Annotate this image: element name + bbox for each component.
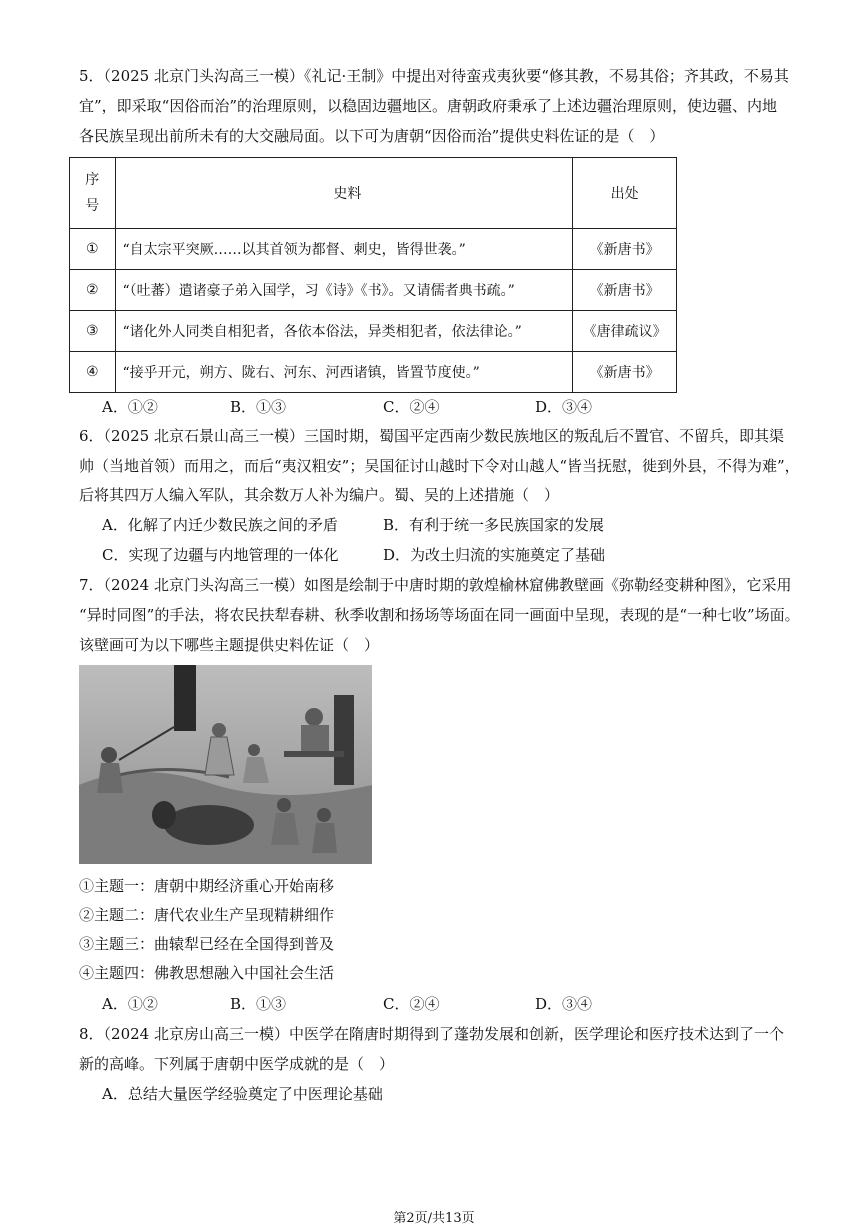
q8-option-a[interactable]: A．总结大量医学经验奠定了中医理论基础 (102, 1085, 383, 1103)
table-header-row (70, 158, 677, 229)
row-source: 《新唐书》 (573, 352, 677, 393)
row-no: ③ (70, 311, 116, 352)
q8-stem-line-1: 8．（2024 北京房山高三一模）中医学在隋唐时期得到了蓬勃发展和创新，医学理论和医疗技术达到了一个 (79, 1025, 784, 1043)
row-no: ④ (70, 352, 116, 393)
row-text: “接乎开元，朔方、陇右、河东、河西诸镇，皆置节度使。” (115, 352, 573, 393)
q6-option-b[interactable]: B．有利于统一多民族国家的发展 (383, 516, 605, 534)
q5-option-a[interactable]: A．①② (102, 398, 158, 416)
header-material: 史料 (115, 158, 573, 229)
q7-theme-3: ③主题三：曲辕犁已经在全国得到普及 (79, 935, 335, 953)
q5-option-c[interactable]: C．②④ (383, 398, 440, 416)
header-seq: 序 号 (70, 158, 116, 229)
q7-option-a[interactable]: A．①② (102, 995, 158, 1013)
q6-option-d[interactable]: D．为改土归流的实施奠定了基础 (383, 546, 606, 564)
q6-stem-line-1: 6．（2025 北京石景山高三一模）三国时期，蜀国平定西南少数民族地区的叛乱后不置官、不留兵，即其渠 (79, 427, 784, 445)
table-row (70, 229, 677, 270)
q7-option-d[interactable]: D．③④ (535, 995, 593, 1013)
q6-stem-line-3: 后将其四万人编入军队，其余数万人补为编户。蜀、吴的上述措施（ ） (79, 486, 560, 504)
q7-theme-2: ②主题二：唐代农业生产呈现精耕细作 (79, 906, 335, 924)
row-no: ① (70, 229, 116, 270)
table-row (70, 352, 677, 393)
q7-option-b[interactable]: B．①③ (230, 995, 287, 1013)
q6-stem-line-2: 帅（当地首领）而用之，而后“夷汉粗安”；吴国征讨山越时下令对山越人“皆当抚慰，徙到外县，不得为难”， (79, 457, 800, 475)
row-text: “自太宗平突厥……以其首领为都督、刺史，皆得世袭。” (115, 229, 573, 270)
q7-theme-1: ①主题一：唐朝中期经济重心开始南移 (79, 877, 335, 895)
page-footer: 第2页/共13页 (393, 1211, 475, 1226)
table-row (70, 270, 677, 311)
q5-stem-line-1: 5．（2025 北京门头沟高三一模）《礼记·王制》中提出对待蛮戎夷狄要“修其教，不易其俗；齐其政，不易其 (79, 67, 789, 85)
mural-image (79, 665, 372, 864)
q5-option-d[interactable]: D．③④ (535, 398, 593, 416)
q6-option-a[interactable]: A．化解了内迁少数民族之间的矛盾 (102, 516, 338, 534)
q6-option-c[interactable]: C．实现了边疆与内地管理的一体化 (102, 546, 339, 564)
header-source: 出处 (573, 158, 677, 229)
row-source: 《新唐书》 (573, 270, 677, 311)
q7-option-c[interactable]: C．②④ (383, 995, 440, 1013)
q5-stem-line-3: 各民族呈现出前所未有的大交融局面。以下可为唐朝“因俗而治”提供史料佐证的是（ ） (79, 127, 665, 145)
q8-stem-line-2: 新的高峰。下列属于唐朝中医学成就的是（ ） (79, 1055, 395, 1073)
row-no: ② (70, 270, 116, 311)
q5-source-table (69, 157, 677, 393)
row-text: “（吐蕃）遣诸豪子弟入国学，习《诗》《书》。又请儒者典书疏。” (115, 270, 573, 311)
row-text: “诸化外人同类自相犯者，各依本俗法，异类相犯者，依法律论。” (115, 311, 573, 352)
q7-stem-line-1: 7．（2024 北京门头沟高三一模）如图是绘制于中唐时期的敦煌榆林窟佛教壁画《弥勒经变耕种图》，它采用 (79, 576, 792, 594)
q7-stem-line-3: 该壁画可为以下哪些主题提供史料佐证（ ） (79, 636, 380, 654)
q5-stem-line-2: 宜”，即采取“因俗而治”的治理原则，以稳固边疆地区。唐朝政府秉承了上述边疆治理原则，使边疆、内地 (79, 97, 778, 115)
q7-theme-4: ④主题四：佛教思想融入中国社会生活 (79, 964, 335, 982)
table-row (70, 311, 677, 352)
row-source: 《唐律疏议》 (573, 311, 677, 352)
q7-stem-line-2: “异时同图”的手法，将农民扶犁春耕、秋季收割和扬场等场面在同一画面中呈现，表现的是“一种七收”场面。 (79, 606, 800, 624)
q5-option-b[interactable]: B．①③ (230, 398, 287, 416)
row-source: 《新唐书》 (573, 229, 677, 270)
